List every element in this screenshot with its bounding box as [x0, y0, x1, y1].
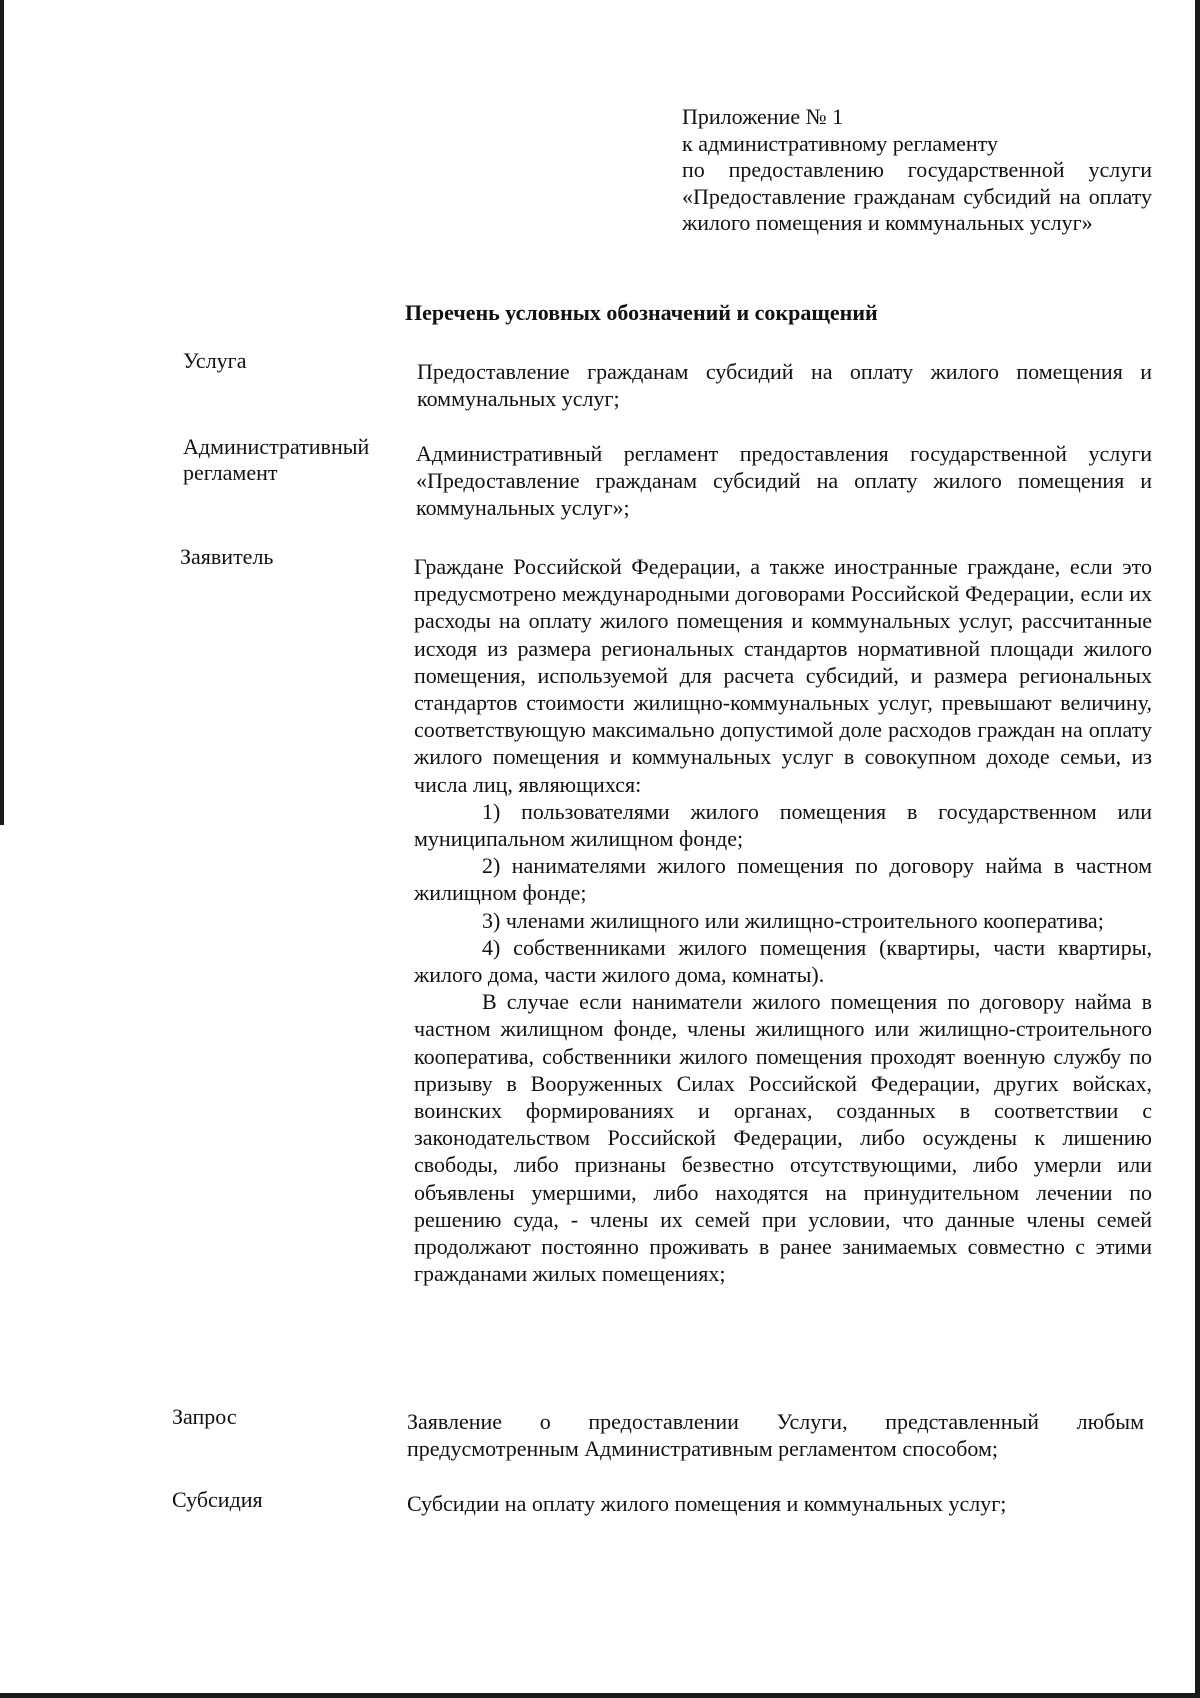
definition-zapros: [407, 1408, 1144, 1462]
term-subsidiya: Субсидия: [172, 1487, 263, 1512]
page-title: Перечень условных обозначений и сокращений: [405, 300, 878, 325]
definition-paragraph: В случае если наниматели жилого помещения по договору найма в частном жилищном фонде, члены жилищного или жилищно-строительного кооператива, собственники жилого помещения проходят военную службу по призыву в Вооруженных Силах Российской Федерации, других войсках, воинских формированиях и органах, созданных в соответствии с законодательством Российской Федерации, либо осуждены к лишению свободы, либо признаны безвестно отсутствующими, либо умерли или объявлены умершими, либо находятся на принудительном лечении по решению суда, - члены их семей при условии, что данные члены семей продолжают постоянно проживать в ранее занимаемых совместно с этими гражданами жилых помещениях;: [414, 989, 1152, 1287]
term-reglament-line1: Административный: [183, 434, 370, 459]
appendix-number: Приложение № 1: [682, 104, 844, 129]
definition-text: Субсидии на оплату жилого помещения и коммунальных услуг;: [407, 1491, 1007, 1516]
definition-list-item: 2) нанимателями жилого помещения по договору найма в частном жилищном фонде;: [414, 853, 1152, 906]
definition-list-item: 4) собственниками жилого помещения (квартиры, части квартиры, жилого дома, части жилого дома, комнаты).: [414, 934, 1152, 988]
definition-text: Заявление о предоставлении Услуги, представленный любым предусмотренным Административным регламентом способом;: [407, 1409, 1144, 1462]
definition-text: Административный регламент предоставления государственной услуги «Предоставление гражданам субсидий на оплату жилого помещения и коммунальных услуг»;: [416, 441, 1152, 521]
scan-edge-left: [0, 0, 4, 825]
definition-text: Предоставление гражданам субсидий на оплату жилого помещения и коммунальных услуг;: [417, 359, 1152, 412]
appendix-body: по предоставлению государственной услуги «Предоставление гражданам субсидий на оплату жилого помещения и коммунальных услуг»: [682, 157, 1152, 235]
definition-reglament: [416, 440, 1152, 522]
appendix-header: [682, 104, 1152, 237]
term-zapros: Запрос: [172, 1404, 237, 1429]
definition-usluga: [417, 358, 1152, 412]
definition-zayavitel: [414, 553, 1152, 1287]
term-zayavitel: Заявитель: [180, 544, 274, 569]
term-reglament-line2: регламент: [183, 460, 278, 485]
definition-list-item: 1) пользователями жилого помещения в государственном или муниципальном жилищном фонде;: [414, 798, 1152, 852]
appendix-line-2: к административному регламенту: [682, 130, 998, 156]
definition-subsidiya: [407, 1490, 1144, 1517]
scan-edge-bottom: [0, 1693, 1200, 1698]
definition-list-item: 3) членами жилищного или жилищно-строительного кооператива;: [482, 907, 1104, 933]
term-usluga: Услуга: [183, 348, 247, 373]
scan-edge-right: [1195, 0, 1200, 1698]
definition-paragraph: Граждане Российской Федерации, а также иностранные граждане, если это предусмотрено международными договорами Российской Федерации, если их расходы на оплату жилого помещения и коммунальных услуг, рассчитанные исходя из размера региональных стандартов нормативной площади жилого помещения, используемой для расчета субсидий, и размера региональных стандартов стоимости жилищно-коммунальных услуг, превышают величину, соответствующую максимально допустимой доле расходов граждан на оплату жилого помещения и коммунальных услуг в совокупном доходе семьи, из числа лиц, являющихся:: [414, 554, 1152, 797]
